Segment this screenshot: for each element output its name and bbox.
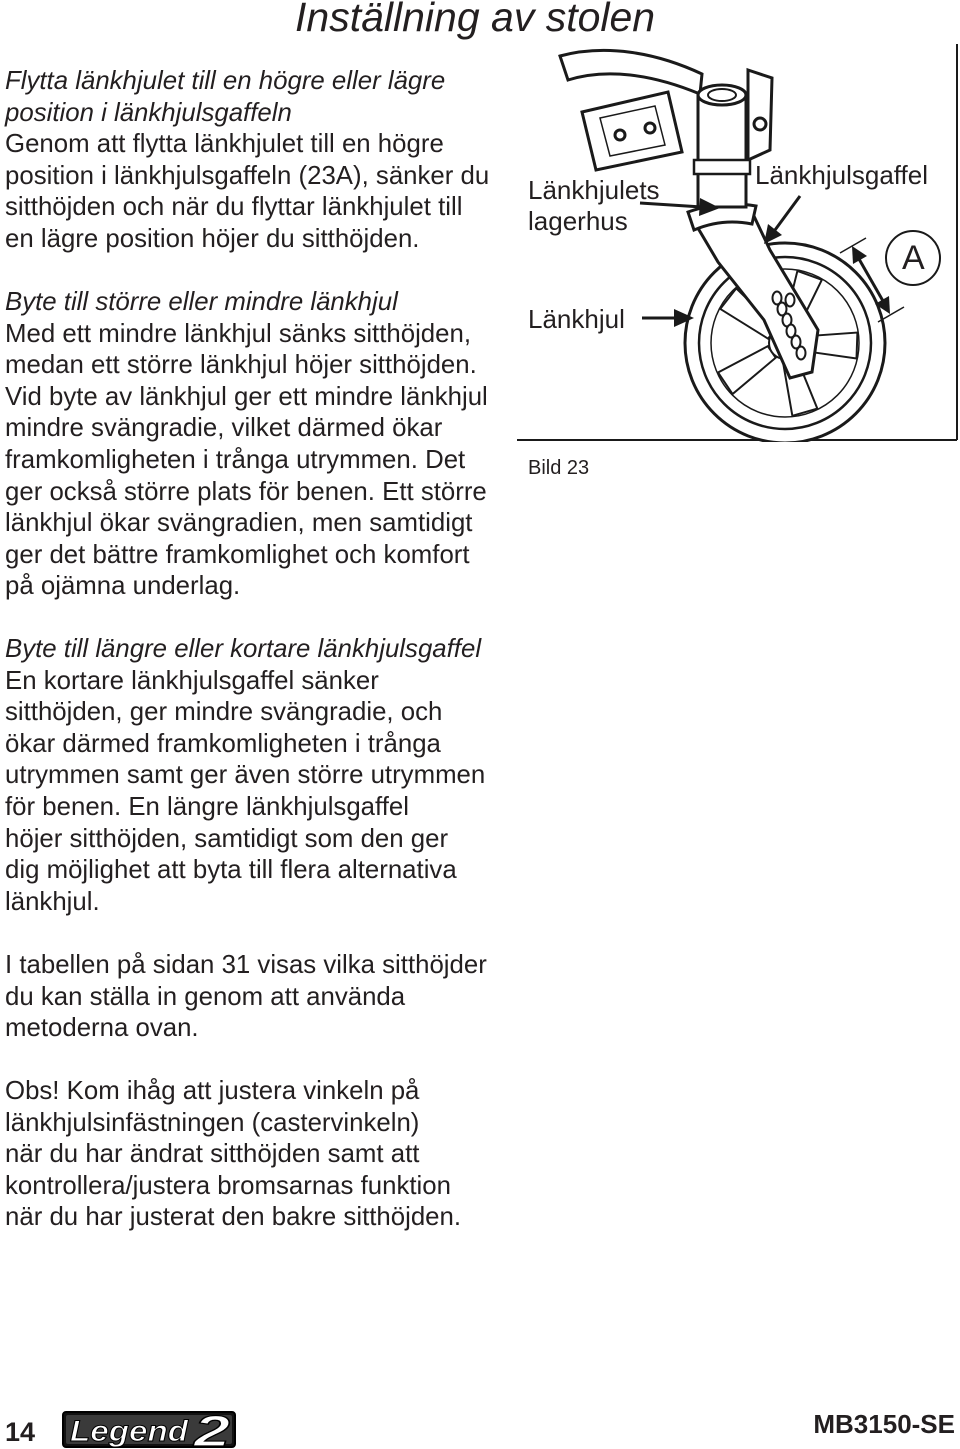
section-body-line: utrymmen samt ger även större utrymmen xyxy=(5,761,486,790)
section-note xyxy=(5,1076,461,1234)
label-bearing-housing-line-2: lagerhus xyxy=(528,206,628,236)
section-move-caster xyxy=(5,66,489,256)
section-body-line: medan ett större länkhjul höjer sitthöjden. xyxy=(5,351,477,380)
section-body-line: position i länkhjulsgaffeln (23A), sänker du xyxy=(5,161,490,190)
section-body-line: Vid byte av länkhjul ger ett mindre länkhjul xyxy=(5,382,488,411)
caster-figure xyxy=(517,40,959,442)
section-heading-line: position i länkhjulsgaffeln xyxy=(5,98,292,127)
section-body-line: En kortare länkhjulsgaffel sänker xyxy=(5,666,379,695)
frame-plate xyxy=(748,70,772,160)
label-bearing-housing-line-1: Länkhjulets xyxy=(528,175,660,205)
section-body-line: när du har justerat den bakre sitthöjden. xyxy=(5,1203,462,1232)
bolt-icon xyxy=(754,118,766,130)
section-body-line: ger också större plats för benen. Ett större xyxy=(5,477,487,506)
section-body-line: Med ett mindre länkhjul sänks sitthöjden, xyxy=(5,319,472,348)
section-body-line: länkhjulsinfästningen (castervinkeln) xyxy=(5,1108,420,1137)
section-heading-line: Flytta länkhjulet till en högre eller lägre xyxy=(5,67,446,95)
frame-bracket xyxy=(582,92,682,170)
section-change-fork-length xyxy=(5,634,485,918)
section-body-line: mindre svängradie, vilket därmed ökar xyxy=(5,414,443,443)
section-body-line: metoderna ovan. xyxy=(5,1014,199,1043)
section-heading-line: Byte till större eller mindre länkhjul xyxy=(5,288,398,316)
bolt-icon xyxy=(645,123,655,133)
bolt-icon xyxy=(615,130,625,140)
frame-tube xyxy=(560,50,702,94)
label-caster-fork: Länkhjulsgaffel xyxy=(755,160,928,190)
label-caster-wheel: Länkhjul xyxy=(528,304,625,334)
section-body-line: på ojämna underlag. xyxy=(5,572,241,601)
housing-cylinder xyxy=(698,95,746,207)
section-body-line: I tabellen på sidan 31 visas vilka sitthöjder xyxy=(5,951,487,979)
section-body-line: en lägre position höjer du sitthöjden. xyxy=(5,224,420,253)
section-body-line: dig möjlighet att byta till flera alternativa xyxy=(5,856,457,885)
section-heading-line: Byte till längre eller kortare länkhjulsgaffel xyxy=(5,635,482,663)
page-title: Inställning av stolen xyxy=(295,0,656,40)
document-code: MB3150-SE xyxy=(813,1409,955,1439)
section-body-line: höjer sitthöjden, samtidigt som den ger xyxy=(5,824,449,853)
fork-hole xyxy=(786,294,795,307)
section-body-line: när du har ändrat sitthöjden samt att xyxy=(5,1140,420,1169)
section-body-line: sitthöjden, ger mindre svängradie, och xyxy=(5,698,443,727)
page-number: 14 xyxy=(5,1417,36,1447)
figure-caption: Bild 23 xyxy=(528,457,590,479)
fork-hole xyxy=(797,347,806,360)
section-body-line: sitthöjden och när du flyttar länkhjulet till xyxy=(5,193,463,222)
logo-word: Legend xyxy=(70,1415,189,1448)
section-body-line: ökar därmed framkomligheten i trånga xyxy=(5,729,441,758)
section-change-caster-size xyxy=(5,287,488,603)
section-body-line: du kan ställa in genom att använda xyxy=(5,982,406,1011)
section-body-line: länkhjul ökar svängradien, men samtidigt xyxy=(5,509,473,538)
section-body-line: för benen. En längre länkhjulsgaffel xyxy=(5,792,409,821)
housing-opening xyxy=(708,89,736,101)
section-body-line: Genom att flytta länkhjulet till en högre xyxy=(5,130,444,159)
section-body-line: Obs! Kom ihåg att justera vinkeln på xyxy=(5,1077,420,1105)
fork-arrow xyxy=(764,196,800,244)
section-body-line: ger det bättre framkomlighet och komfort xyxy=(5,540,470,569)
section-body-line: framkomligheten i trånga utrymmen. Det xyxy=(5,445,466,474)
section-body-line: länkhjul. xyxy=(5,887,100,916)
label-dimension-a: A xyxy=(902,239,925,277)
housing-collar xyxy=(694,160,750,174)
section-body-line: kontrollera/justera bromsarnas funktion xyxy=(5,1171,451,1200)
logo-number: 2 xyxy=(192,1411,231,1448)
section-table-reference xyxy=(5,950,487,1045)
legend-logo xyxy=(62,1411,236,1448)
